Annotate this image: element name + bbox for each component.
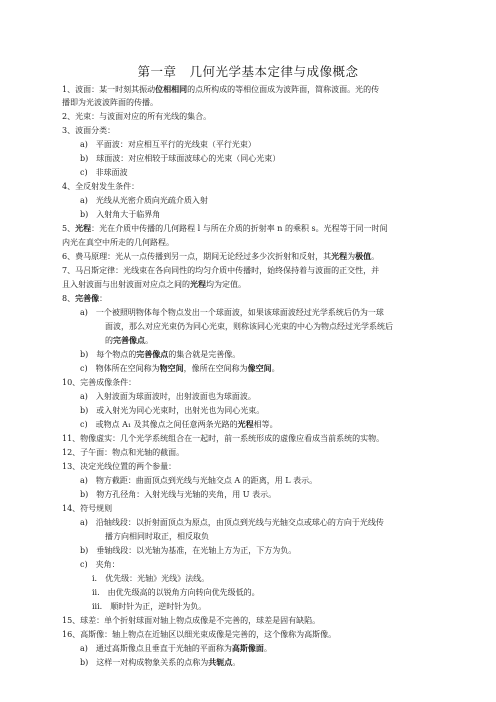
text-line: 14、符号规则 [62, 504, 113, 513]
text-line: b) 入射角大于临界角 [80, 210, 161, 219]
text-line: 5、光程：光在介质中传播的几何路程 l 与所在介质的折射率 n 的乘积 s。光程等于同一时间 [62, 223, 388, 233]
text-line: 6、费马原理：光从一点传播到另一点，期间无论经过多少次折射和反射，其光程为极值。 [62, 251, 380, 261]
text-line: 11、物像虚实：几个光学系统组合在一起时，前一系统形成的虚像应看成当前系统的实物。 [62, 434, 385, 443]
text-line: 内光在真空中所走的几何路程。 [62, 238, 174, 247]
text-line: b) 每个物点的完善像点的集合就是完善像。 [80, 349, 241, 359]
text-line: 10、完善成像条件： [62, 378, 137, 387]
text-line: 12、子午面：物点和光轴的截面。 [62, 448, 185, 457]
text-line: a) 通过高斯像点且垂直于光轴的平面称为高斯像面。 [80, 643, 272, 653]
text-line: 的完善像点。 [105, 335, 153, 345]
text-line: a) 光线从光密介质向光疏介质入射 [80, 196, 208, 205]
text-line: 16、高斯像：轴上物点在近轴区以细光束成像是完善的，这个像称为高斯像。 [62, 630, 337, 639]
text-line: c) 夹角： [80, 560, 120, 569]
text-line: c) 物体所在空间称为物空间，像所在空间称为像空间。 [80, 363, 280, 373]
chapter-title: 第一章 几何光学基本定律与成像概念 [137, 64, 359, 79]
text-line: 播即为光波波阵面的传播。 [62, 98, 158, 107]
text-line: b) 垂轴线段：以光轴为基准，在光轴上方为正，下方为负。 [80, 546, 297, 555]
text-line: i. 优先级：光轴》光线》法线。 [92, 574, 210, 583]
text-line: a) 沿轴线段：以折射面顶点为原点，由顶点到光线与光轴交点或球心的方向于光线传 [80, 518, 384, 527]
text-line: b) 这样一对构成物象关系的点称为共轭点。 [80, 657, 241, 667]
text-line: a) 平面波：对应相互平行的光线束（平行光束） [80, 140, 256, 149]
text-line: 13、决定光线位置的两个参量： [62, 462, 177, 471]
text-line: ii. 由优先级高的以锐角方向转向优先级低的。 [92, 588, 260, 597]
text-line: iii. 顺时针为正，逆时针为负。 [92, 602, 207, 611]
text-line: 4、全反射发生条件： [62, 182, 140, 191]
text-line: 8、完善像： [62, 293, 108, 303]
text-line: 3、波面分类： [62, 126, 116, 135]
text-line: c) 或物点 A₁ 及其像点之间任意两条光路的光程相等。 [80, 419, 278, 429]
text-line: 2、光束：与波面对应的所有光线的集合。 [62, 112, 212, 121]
text-line: 15、球差：单个折射球面对轴上物点成像是不完善的，球差是固有缺陷。 [62, 616, 321, 625]
text-line: c) 非球面波 [80, 168, 128, 177]
text-line: 播方向相同时取正，相反取负 [105, 532, 209, 541]
text-line: b) 物方孔径角：入射光线与光轴的夹角，用 U 表示。 [80, 490, 277, 499]
text-line: 1、波面：某一时刻其振动位相相同的点所构成的等相位面成为波阵面，简称波面。光的传 [62, 84, 380, 94]
text-line: 且入射波面与出射波面对应点之间的光程均为定值。 [62, 279, 246, 289]
text-line: a) 物方截距：曲面顶点到光线与光轴交点 A 的距离，用 L 表示。 [80, 476, 318, 485]
text-line: 面波，那么对应光束仍为同心光束，则称该同心光束的中心为物点经过光学系统后 [105, 322, 393, 331]
text-line: a) 一个被照明物体每个物点发出一个球面波，如果该球面波经过光学系统后仍为一球 [80, 308, 384, 317]
text-line: b) 或入射光为同心光束时，出射光也为同心光束。 [80, 406, 265, 415]
text-line: a) 入射波面为球面波时，出射波面也为球面波。 [80, 392, 256, 401]
text-line: b) 球面波：对应相较于球面波球心的光束（同心光束） [80, 154, 281, 163]
text-line: 7、马吕斯定律：光线束在各向同性的均匀介质中传播时，始终保持着与波面的正交性，并 [62, 266, 380, 275]
